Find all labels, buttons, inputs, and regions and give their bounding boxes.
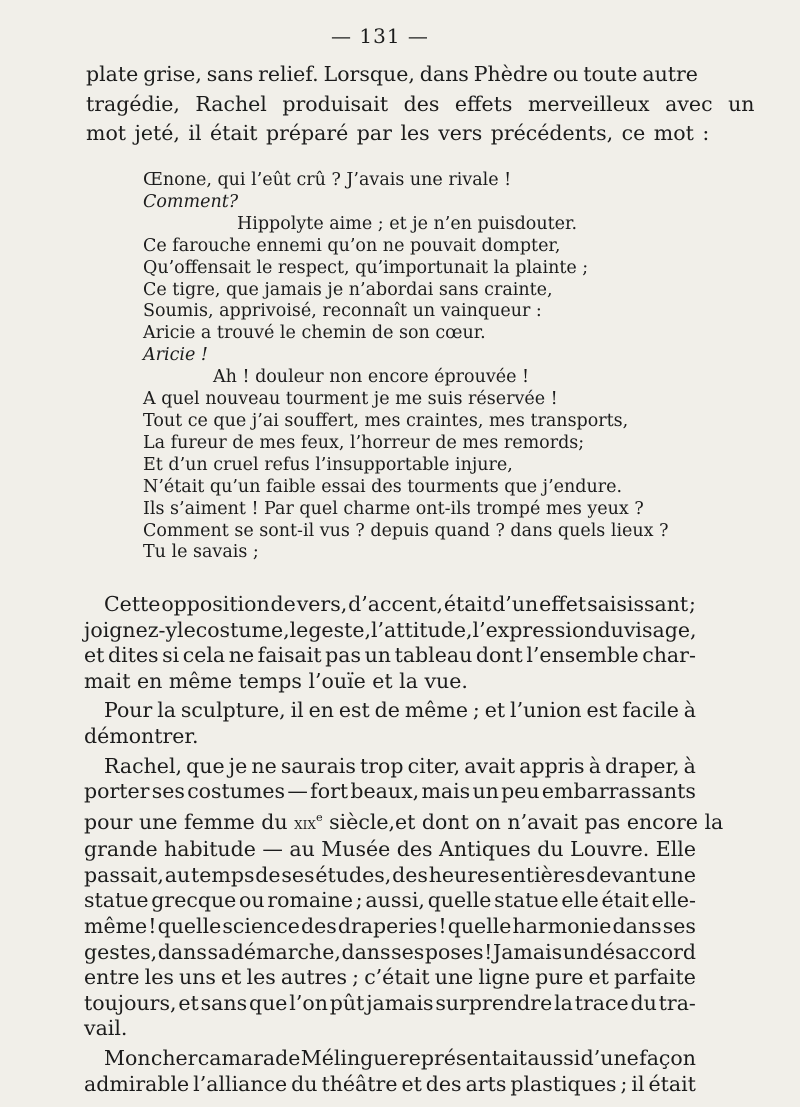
word: des: [396, 837, 433, 862]
word: je: [228, 753, 248, 778]
word: Lorsque,: [323, 62, 415, 86]
text-line: [84, 863, 696, 889]
word: et: [484, 698, 506, 723]
text-line: [84, 914, 696, 940]
word: est: [586, 698, 618, 723]
text-line: [84, 1046, 696, 1072]
word: relief.: [258, 62, 319, 86]
word: c’était: [364, 965, 430, 990]
word: d’un: [492, 592, 539, 616]
word: char-: [642, 643, 696, 668]
text-line-century: [84, 805, 724, 837]
word: l’alliance: [193, 1071, 288, 1096]
word: à: [588, 753, 601, 778]
word: autres: [280, 965, 348, 990]
text-line: mot jeté, il était préparé par les vers précédents, ce mot :: [86, 121, 710, 145]
word: ou: [239, 888, 265, 913]
word: porter: [84, 779, 150, 804]
word: façon: [639, 1045, 696, 1070]
word: visage,: [623, 617, 697, 642]
word: démarche,: [230, 939, 341, 964]
century-superscript: e: [315, 810, 323, 824]
word: uns: [178, 965, 216, 990]
text-line: démontrer.: [84, 723, 199, 748]
word: jamais: [366, 990, 434, 1015]
word: !: [148, 914, 157, 939]
word: il: [290, 698, 304, 723]
word: ne: [251, 753, 277, 778]
word: costume,: [195, 617, 290, 642]
word: entières: [500, 862, 586, 887]
word: draper,: [605, 753, 680, 778]
word: ses: [391, 939, 425, 964]
word: du: [291, 1071, 318, 1096]
word: les: [144, 965, 174, 990]
word: sculpture,: [180, 698, 286, 723]
word: ;: [472, 698, 480, 723]
word: sans: [206, 62, 254, 86]
paragraph-rachel: [84, 753, 724, 1042]
word: du: [597, 617, 624, 642]
word: d’une: [580, 1045, 639, 1070]
verse-line: Tout ce que j’ai souffert, mes craintes, mes transports,: [143, 410, 629, 431]
word: aussi: [527, 1045, 581, 1070]
word: arts: [465, 1071, 507, 1096]
word: était: [601, 888, 649, 913]
word: ses: [281, 862, 315, 887]
word: faisait: [257, 643, 322, 668]
word: draperies: [337, 914, 438, 939]
verse-line: Ce tigre, que jamais je n’abordai sans crainte,: [143, 279, 553, 300]
word: l’on: [289, 990, 328, 1015]
word: aussi,: [365, 888, 425, 913]
word: opposition: [161, 592, 270, 616]
word: admirable: [84, 1071, 190, 1096]
word: en: [308, 698, 334, 723]
verse-line: Ils s’aiment ! Par quel charme ont-ils trompé mes yeux ?: [143, 498, 644, 519]
word: une: [657, 862, 696, 887]
word: il: [631, 1071, 645, 1096]
word: avait: [464, 753, 516, 778]
word: Phèdre: [473, 62, 548, 86]
word: la: [554, 990, 573, 1015]
word: temps: [191, 862, 255, 887]
word: ses: [662, 914, 696, 939]
paragraph-sculpture: [84, 698, 696, 749]
word: à: [683, 753, 696, 778]
word: saurais: [280, 753, 356, 778]
text-line: [86, 60, 698, 90]
word: le: [289, 617, 309, 642]
word: que: [248, 990, 288, 1015]
word: une: [434, 965, 474, 990]
word: peu: [501, 779, 540, 804]
word: des: [425, 1071, 462, 1096]
word: autre: [642, 62, 698, 86]
word: représentait: [398, 1045, 528, 1070]
word: grecque: [151, 888, 237, 913]
word: passait,: [84, 862, 164, 887]
word: la: [157, 698, 176, 723]
word: plate: [86, 62, 139, 86]
word: vers,: [296, 592, 348, 616]
word: toute: [583, 62, 638, 86]
word: trace: [574, 990, 629, 1015]
verse-line: Ce farouche ennemi qu’on ne pouvait dompter,: [143, 235, 561, 256]
word: de: [270, 592, 296, 616]
word: quelle: [427, 888, 492, 913]
word: et: [588, 965, 609, 990]
page-number: — 131 —: [331, 24, 429, 48]
word: à: [683, 698, 696, 723]
word: ;: [620, 1071, 628, 1096]
word: ses: [151, 779, 185, 804]
word: mais: [421, 779, 471, 804]
word: facile: [622, 698, 679, 723]
word: harmonie: [512, 914, 612, 939]
text-line: [84, 698, 696, 724]
verse-speaker-line: Aricie !: [143, 345, 208, 366]
word: dans: [157, 939, 207, 964]
verse-line: Hippolyte aime ; et je n’en puisdouter.: [237, 213, 578, 234]
century-numeral: xix: [294, 813, 316, 834]
text-line: [84, 618, 696, 644]
word: cher: [150, 1045, 198, 1070]
word: Jamais: [492, 939, 563, 964]
word: cela: [182, 643, 226, 668]
word: l’ensemble: [526, 643, 639, 668]
word: plastiques: [510, 1071, 617, 1096]
verse-line: Et d’un cruel refus l’insupportable injure,: [143, 454, 513, 475]
word: ou: [552, 62, 579, 86]
text-line: vail.: [84, 1016, 128, 1041]
word: pût: [329, 990, 365, 1015]
word: du: [630, 990, 657, 1015]
word: Elle: [655, 837, 696, 862]
word: grande: [84, 837, 158, 862]
word: geste,: [308, 617, 371, 642]
text-line: tragédie, Rachel produisait des effets merveilleux avec un: [86, 91, 755, 116]
word: saisissant: [587, 592, 689, 616]
text-fragment: siècle,et dont on n’avait pas encore la: [322, 809, 724, 834]
word: ;: [689, 592, 696, 616]
word: était: [443, 592, 492, 616]
text-line: [84, 888, 696, 914]
word: Rachel,: [104, 753, 183, 778]
text-line: [84, 940, 696, 966]
word: l’attitude,: [370, 617, 473, 642]
word: les: [246, 965, 276, 990]
word: —: [287, 779, 308, 804]
word: un: [562, 939, 590, 964]
word: de: [374, 698, 400, 723]
paragraph-melingue: [84, 1046, 696, 1097]
word: au: [289, 837, 315, 862]
word: pure: [535, 965, 584, 990]
word: si: [162, 643, 180, 668]
word: que: [186, 753, 225, 778]
word: sa: [207, 939, 231, 964]
verse-line: Qu’offensait le respect, qu’importunait la plainte ;: [143, 257, 589, 278]
word: costumes: [187, 779, 286, 804]
word: dans: [419, 62, 469, 86]
paragraph-opposition: [84, 592, 696, 694]
word: ;: [352, 965, 360, 990]
word: Mélingue: [300, 1045, 399, 1070]
word: statue: [84, 888, 149, 913]
word: était: [648, 1071, 696, 1096]
word: Mon: [104, 1045, 151, 1070]
word: surprendre: [435, 990, 553, 1015]
verse-speaker-line: Comment?: [143, 191, 239, 212]
word: des: [392, 862, 428, 887]
word: l’union: [510, 698, 582, 723]
word: au: [164, 862, 191, 887]
text-line: [84, 592, 696, 618]
word: poses: [424, 939, 484, 964]
word: devant: [586, 862, 657, 887]
text-line: mait en même temps l’ouïe et la vue.: [84, 668, 468, 693]
word: tableau: [394, 643, 473, 668]
word: joignez-y: [84, 617, 178, 642]
word: habitude: [164, 837, 256, 862]
word: romaine: [267, 888, 354, 913]
verse-line: La fureur de mes feux, l’horreur de mes remords;: [143, 432, 585, 453]
verse-line: Aricie a trouvé le chemin de son cœur.: [143, 323, 486, 344]
word: du: [537, 837, 564, 862]
word: dites: [107, 643, 159, 668]
word: théâtre: [321, 1071, 398, 1096]
word: heures: [428, 862, 500, 887]
word: !: [484, 939, 493, 964]
verse-line: Soumis, apprivoisé, reconnaît un vainqueur :: [143, 301, 542, 322]
verse-line: Ah ! douleur non encore éprouvée !: [213, 367, 530, 388]
word: même: [84, 914, 148, 939]
body-text: [84, 592, 724, 1101]
word: et: [84, 643, 105, 668]
verse-quotation: [143, 170, 683, 564]
word: fort: [310, 779, 349, 804]
word: quelle: [157, 914, 222, 939]
word: citer,: [407, 753, 461, 778]
word: même: [404, 698, 468, 723]
word: quelle: [447, 914, 512, 939]
word: grise,: [143, 62, 202, 86]
word: !: [438, 914, 447, 939]
word: embarrassants: [541, 779, 696, 804]
text-line: [84, 643, 696, 669]
word: dans: [341, 939, 391, 964]
word: camarade: [197, 1045, 301, 1070]
word: et: [221, 965, 242, 990]
text-line: [84, 1072, 696, 1098]
text-fragment: pour une femme du: [84, 809, 295, 834]
word: parfaite: [613, 965, 696, 990]
word: entre: [84, 965, 140, 990]
word: Antiques: [439, 837, 531, 862]
word: beaux,: [350, 779, 420, 804]
text-line: [84, 754, 696, 780]
verse-line: N’était qu’un faible essai des tourments que j’endure.: [143, 476, 623, 497]
word: le: [177, 617, 196, 642]
word: effet: [539, 592, 587, 616]
word: et: [401, 1071, 422, 1096]
word: elle-: [651, 888, 696, 913]
word: toujours,: [84, 990, 177, 1015]
word: statue: [494, 888, 559, 913]
word: ne: [228, 643, 255, 668]
word: et: [178, 990, 199, 1015]
intro-paragraph: [86, 60, 755, 149]
verse-line: Œnone, qui l’eût crû ? J’avais une rivale !: [143, 170, 512, 190]
word: de: [255, 862, 281, 887]
word: désaccord: [589, 939, 696, 964]
word: ligne: [478, 965, 530, 990]
word: études,: [315, 862, 392, 887]
text-line: [84, 991, 696, 1017]
text-line: [84, 837, 696, 863]
word: —: [262, 837, 283, 862]
word: dans: [612, 914, 662, 939]
word: elle: [561, 888, 599, 913]
word: d’accent,: [348, 592, 444, 616]
word: pas: [325, 643, 362, 668]
word: dont: [475, 643, 523, 668]
word: science: [222, 914, 300, 939]
word: tra-: [658, 990, 696, 1015]
word: est: [338, 698, 370, 723]
word: Cette: [104, 592, 161, 616]
text-line: [84, 779, 696, 805]
verse-line: Comment se sont-il vus ? depuis quand ? dans quels lieux ?: [143, 520, 669, 541]
word: trop: [360, 753, 404, 778]
word: l’expression: [472, 617, 598, 642]
word: Pour: [104, 698, 153, 723]
word: appris: [519, 753, 585, 778]
word: ;: [355, 888, 363, 913]
word: un: [364, 643, 392, 668]
verse-line: Tu le savais ;: [143, 542, 259, 563]
text-line: [84, 965, 696, 991]
word: Louvre.: [570, 837, 650, 862]
word: Musée: [321, 837, 391, 862]
verse-line: A quel nouveau tourment je me suis réservée !: [143, 389, 558, 410]
word: un: [472, 779, 499, 804]
word: des: [301, 914, 337, 939]
word: gestes,: [84, 939, 158, 964]
word: sans: [200, 990, 248, 1015]
